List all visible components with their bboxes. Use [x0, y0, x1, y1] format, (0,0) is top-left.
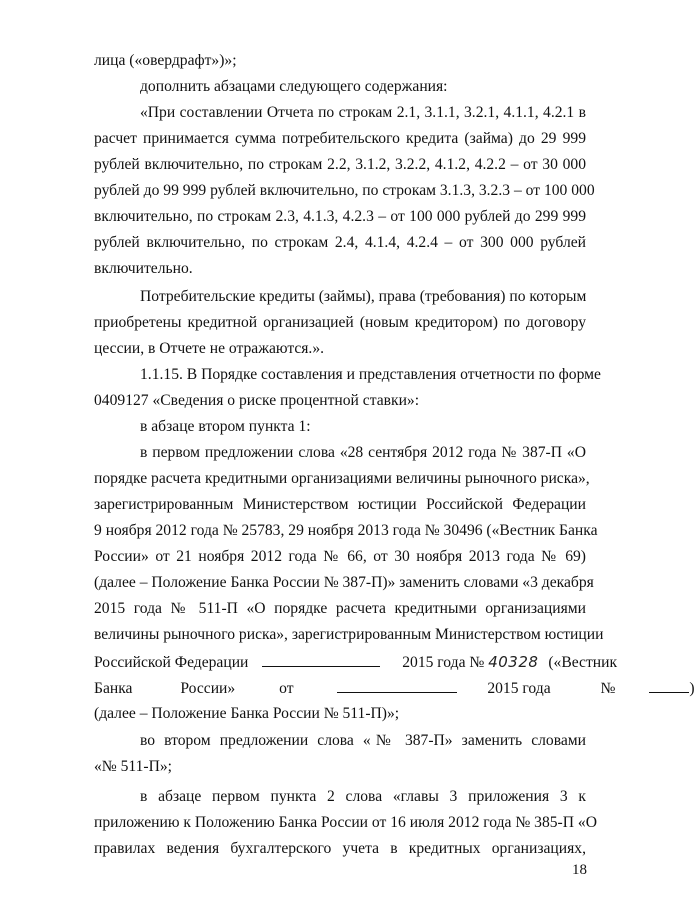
- text-line: лица («овердрафт»)»;: [94, 52, 237, 69]
- text-line: включительно, по строкам 2.3, 4.1.3, 4.2.3 – от 100 000 рублей до 299 999: [94, 208, 586, 225]
- text-fragment: («Вестник: [548, 654, 618, 671]
- text-line: расчет принимается сумма потребительского кредита (займа) до 29 999: [94, 130, 586, 147]
- text-line: величины рыночного риска», зарегистрированным Министерством юстиции: [94, 626, 604, 643]
- text-line: (далее – Положение Банка России № 511-П)»;: [94, 705, 400, 722]
- text-line: приложению к Положению Банка России от 16 июля 2012 года № 385-П «О: [94, 814, 597, 831]
- text-fragment: от: [279, 680, 294, 697]
- text-line: включительно.: [94, 260, 193, 277]
- handwritten-number: 40328: [488, 653, 539, 671]
- text-line: порядке расчета кредитными организациями величины рыночного риска»,: [94, 470, 590, 487]
- text-fragment: №: [600, 680, 616, 697]
- text-fragment: Банка: [94, 680, 133, 697]
- text-line: в абзаце втором пункта 1:: [140, 418, 311, 435]
- text-line: «№ 511-П»;: [94, 758, 172, 775]
- text-line: 2015 года № 511-П «О порядке расчета кредитными организациями: [94, 600, 586, 617]
- text-line: 1.1.15. В Порядке составления и представления отчетности по форме: [140, 366, 601, 383]
- text-fragment: России»: [180, 680, 236, 697]
- text-line: России» от 21 ноября 2012 года № 66, от 30 ноября 2013 года № 69): [94, 548, 586, 565]
- text-line: во втором предложении слова «№ 387-П» заменить словами: [140, 732, 586, 749]
- text-fragment: 2015 года: [487, 680, 551, 697]
- text-line: дополнить абзацами следующего содержания:: [140, 78, 448, 95]
- text-line: зарегистрированным Министерством юстиции Российской Федерации: [94, 496, 586, 513]
- registration-line: [94, 652, 618, 673]
- text-line: рублей включительно, по строкам 2.4, 4.1.4, 4.2.4 – от 300 000 рублей: [94, 234, 586, 251]
- text-line: приобретены кредитной организацией (новым кредитором) по договору: [94, 314, 586, 331]
- text-line: 0409127 «Сведения о риске процентной ставки»:: [94, 392, 420, 409]
- registration-line: [94, 678, 695, 699]
- page-number: 18: [572, 862, 587, 878]
- blank-field: [337, 678, 457, 693]
- blank-field: [262, 652, 380, 667]
- text-line: 9 ноября 2012 года № 25783, 29 ноября 2013 года № 30496 («Вестник Банка: [94, 522, 598, 539]
- text-line: Потребительские кредиты (займы), права (требования) по которым: [140, 288, 587, 305]
- text-line: в абзаце первом пункта 2 слова «главы 3 приложения 3 к: [140, 788, 586, 805]
- text-line: «При составлении Отчета по строкам 2.1, 3.1.1, 3.2.1, 4.1.1, 4.2.1 в: [140, 104, 586, 121]
- text-line: правилах ведения бухгалтерского учета в кредитных организациях,: [94, 840, 586, 857]
- text-fragment: 2015 года №: [402, 654, 485, 671]
- text-line: (далее – Положение Банка России № 387-П)» заменить словами «3 декабря: [94, 574, 594, 591]
- text-line: рублей включительно, по строкам 2.2, 3.1.2, 3.2.2, 4.1.2, 4.2.2 – от 30 000: [94, 156, 586, 173]
- text-fragment: Российской Федерации: [94, 654, 249, 671]
- text-fragment: ): [689, 680, 695, 697]
- text-line: цессии, в Отчете не отражаются.».: [94, 340, 325, 357]
- text-line: рублей до 99 999 рублей включительно, по строкам 3.1.3, 3.2.3 – от 100 000: [94, 182, 595, 199]
- text-line: в первом предложении слова «28 сентября 2012 года № 387-П «О: [140, 444, 586, 461]
- blank-field: [649, 678, 689, 693]
